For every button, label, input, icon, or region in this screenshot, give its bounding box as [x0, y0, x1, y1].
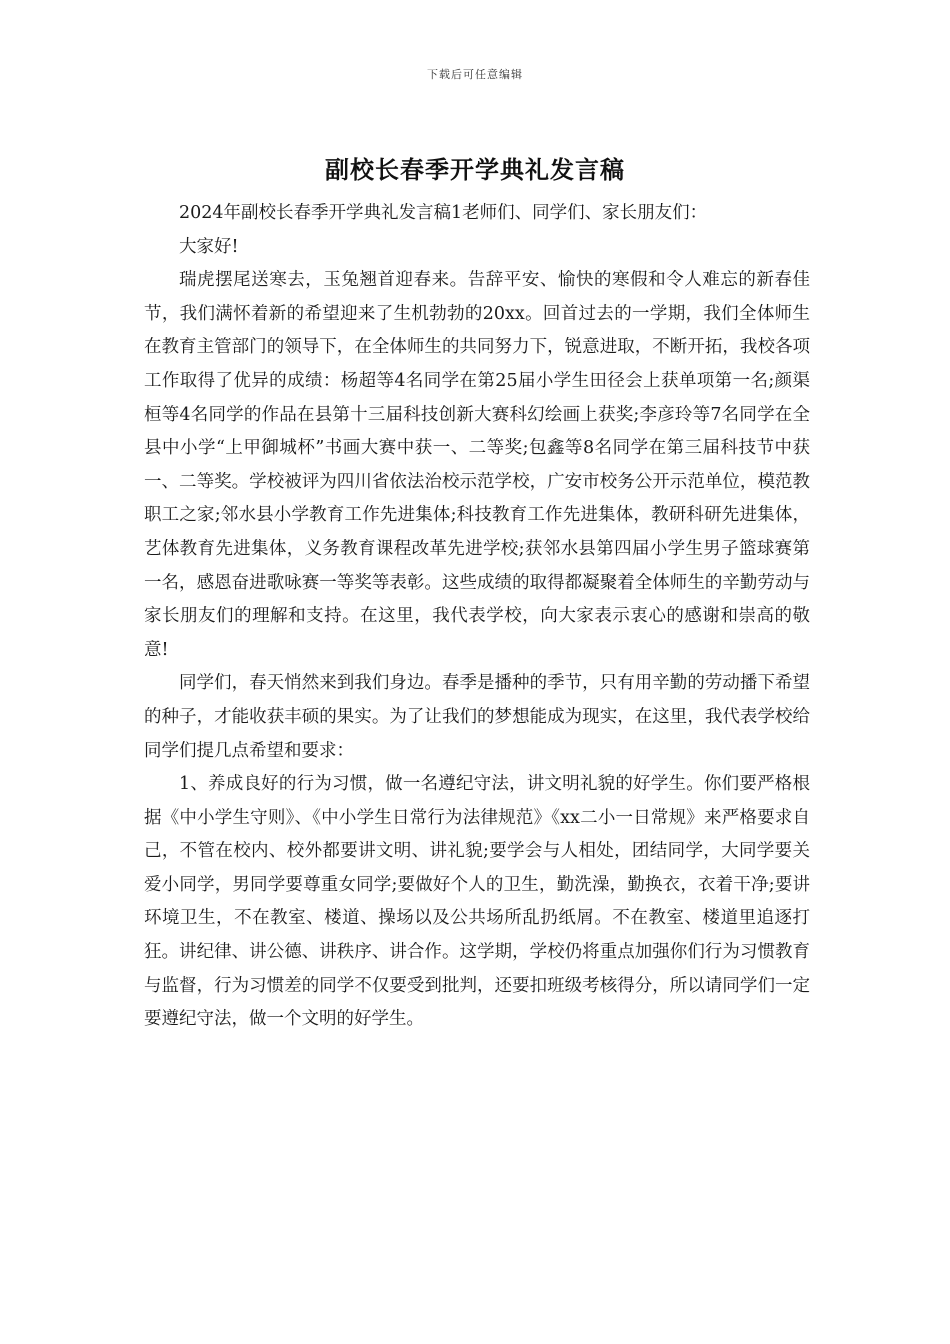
salutation: 大家好!	[179, 236, 239, 257]
header-note: 下载后可任意编辑	[427, 68, 523, 81]
paragraph-spring: 同学们，春天悄然来到我们身边。春季是播种的季节，只有用辛勤的劳动播下希望的种子，才能收获丰硕的果实。为了让我们的梦想能成为现实，在这里，我代表学校给同学们提几点希望和要求：	[144, 673, 810, 761]
paragraph-achievements: 瑞虎摆尾送寒去，玉兔翘首迎春来。告辞平安、愉快的寒假和令人难忘的新春佳节，我们满怀着新的希望迎来了生机勃勃的20xx。回首过去的一学期，我们全体师生在教育主管部门的领导下，在全体师生的共同努力下，锐意进取，不断开拓，我校各项工作取得了优异的成绩：杨超等4名同学在第25届小学生田径会上获单项第一名;颜渠桓等4名同学的作品在县第十三届科技创新大赛科幻绘画上获奖;李彦玲等7名同学在全县中小学“上甲御城杯”书画大赛中获一、二等奖;包鑫等8名同学在第三届科技节中获一、二等奖。学校被评为四川省依法治校示范学校，广安市校务公开示范单位，模范教职工之家;邻水县小学教育工作先进集体;科技教育工作先进集体，教研科研先进集体，艺体教育先进集体，义务教育课程改革先进学校;获邻水县第四届小学生男子篮球赛第一名，感恩奋进歌咏赛一等奖等表彰。这些成绩的取得都凝聚着全体师生的辛勤劳动与家长朋友们的理解和支持。在这里，我代表学校，向大家表示衷心的感谢和崇高的敬意!	[144, 270, 810, 660]
document-title: 副校长春季开学典礼发言稿	[325, 155, 625, 184]
greeting-line: 2024年副校长春季开学典礼发言稿1老师们、同学们、家长朋友们：	[179, 203, 708, 223]
document-body	[144, 197, 810, 1037]
paragraph-requirement-1: 1、养成良好的行为习惯，做一名遵纪守法，讲文明礼貌的好学生。你们要严格根据《中小学生守则》、《中小学生日常行为法律规范》《xx二小一日常规》来严格要求自己，不管在校内、校外都要讲文明、讲礼貌;要学会与人相处，团结同学，大同学要关爱小同学，男同学要尊重女同学;要做好个人的卫生，勤洗澡，勤换衣，衣着干净;要讲环境卫生，不在教室、楼道、操场以及公共场所乱扔纸屑。不在教室、楼道里追逐打狂。讲纪律、讲公德、讲秩序、讲合作。这学期，学校仍将重点加强你们行为习惯教育与监督，行为习惯差的同学不仅要受到批判，还要扣班级考核得分，所以请同学们一定要遵纪守法，做一个文明的好学生。	[144, 774, 810, 1030]
